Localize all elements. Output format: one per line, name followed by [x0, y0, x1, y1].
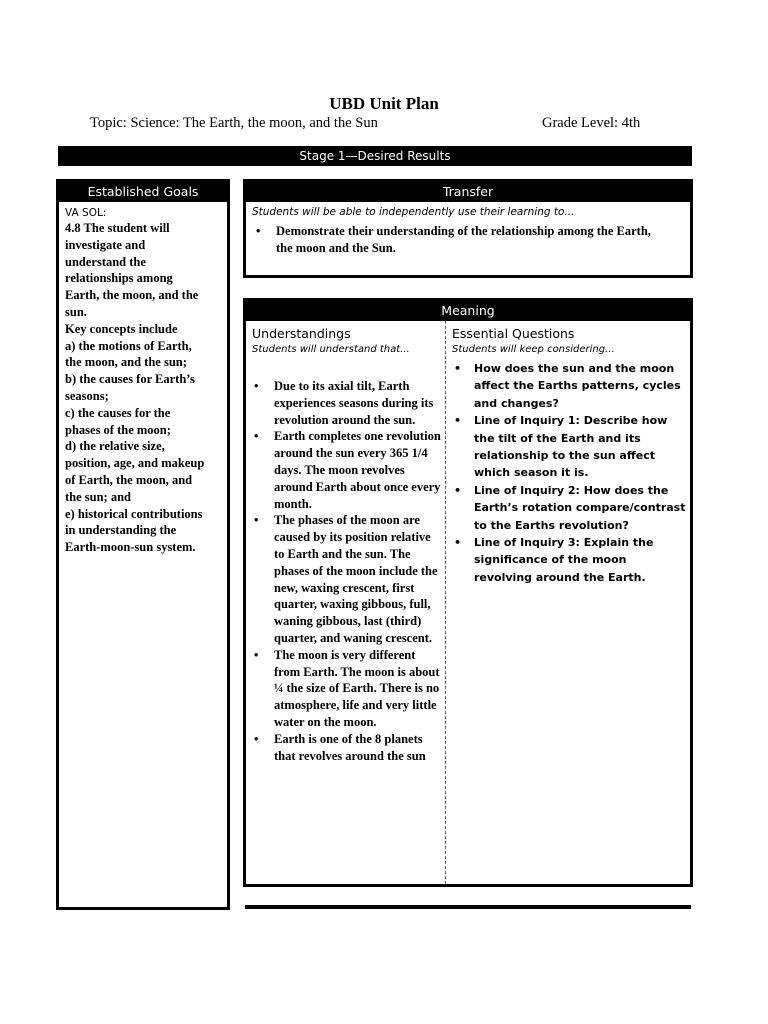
- grade-level: Grade Level: 4th: [542, 115, 641, 131]
- understandings-list: [252, 378, 442, 764]
- established-goals-text: [65, 206, 225, 556]
- essential-questions-list: [452, 360, 688, 586]
- meaning-header: Meaning: [246, 301, 690, 321]
- goal-line: b) the causes for Earth’s: [65, 372, 195, 387]
- goal-line: e) historical contributions: [65, 506, 203, 521]
- goal-line: c) the causes for the: [65, 405, 171, 420]
- understanding-item: • Earth completes one revolution around the sun every 365 1/4 days. The moon revolves around Earth about once every month.: [252, 428, 442, 512]
- goal-line: phases of the moon;: [65, 422, 171, 437]
- understanding-item: • Due to its axial tilt, Earth experiences seasons during its revolution around the sun.: [252, 378, 442, 428]
- goal-line: the sun; and: [65, 489, 131, 504]
- transfer-intro: Students will be able to independently use their learning to...: [252, 206, 575, 218]
- understanding-item: • Earth is one of the 8 planets that revolves around the sun: [252, 731, 442, 765]
- goal-line: position, age, and makeup: [65, 456, 205, 471]
- goal-line: seasons;: [65, 388, 109, 403]
- essential-questions-header: Essential Questions: [452, 326, 575, 341]
- bottom-rule: [245, 905, 691, 909]
- column-divider: [445, 321, 446, 884]
- stage-header: Stage 1—Desired Results: [58, 146, 692, 166]
- goal-line: the moon, and the sun;: [65, 355, 187, 370]
- goal-line: sun.: [65, 304, 87, 319]
- topic-line: Topic: Science: The Earth, the moon, and the Sun: [90, 115, 378, 131]
- essential-question-item: • Line of Inquiry 3: Explain the significance of the moon revolving around the Earth.: [452, 534, 688, 586]
- understandings-header: Understandings: [252, 326, 351, 341]
- understanding-item: • The moon is very different from Earth. The moon is about ¼ the size of Earth. There is no atmosphere, life and very little water on the moon.: [252, 647, 442, 731]
- transfer-item: • Demonstrate their understanding of the relationship among the Earth, the moon and the Sun.: [254, 223, 664, 257]
- understanding-item: • The phases of the moon are caused by its position relative to Earth and the sun. The phases of the moon include the new, waxing crescent, first quarter, waxing gibbous, full, waning gibbous, last (third) quarter, and waning crescent.: [252, 512, 442, 646]
- essential-question-item: • How does the sun and the moon affect the Earths patterns, cycles and changes?: [452, 360, 688, 412]
- goal-line: a) the motions of Earth,: [65, 338, 192, 353]
- established-goals-header: Established Goals: [59, 182, 227, 202]
- essential-questions-intro: Students will keep considering...: [452, 344, 615, 355]
- goal-line: of Earth, the moon, and: [65, 472, 193, 487]
- essential-question-item: • Line of Inquiry 1: Describe how the tilt of the Earth and its relationship to the sun affect which season it is.: [452, 412, 688, 482]
- sol-label: VA SOL:: [65, 207, 107, 219]
- transfer-header: Transfer: [246, 182, 690, 202]
- essential-question-item: • Line of Inquiry 2: How does the Earth’s rotation compare/contrast to the Earths revolution?: [452, 482, 688, 534]
- goal-line: investigate and: [65, 237, 146, 252]
- goal-line: Earth-moon-sun system.: [65, 540, 196, 555]
- goal-line: relationships among: [65, 271, 173, 286]
- page-title: UBD Unit Plan: [329, 94, 439, 113]
- transfer-list: [254, 223, 664, 257]
- goal-line: 4.8 The student will: [65, 221, 170, 235]
- goal-line: Earth, the moon, and the: [65, 288, 199, 303]
- goal-line: in understanding the: [65, 523, 177, 538]
- goal-line: Key concepts include: [65, 321, 178, 336]
- goal-line: understand the: [65, 254, 146, 269]
- goal-line: d) the relative size,: [65, 439, 165, 454]
- understandings-intro: Students will understand that...: [252, 344, 410, 355]
